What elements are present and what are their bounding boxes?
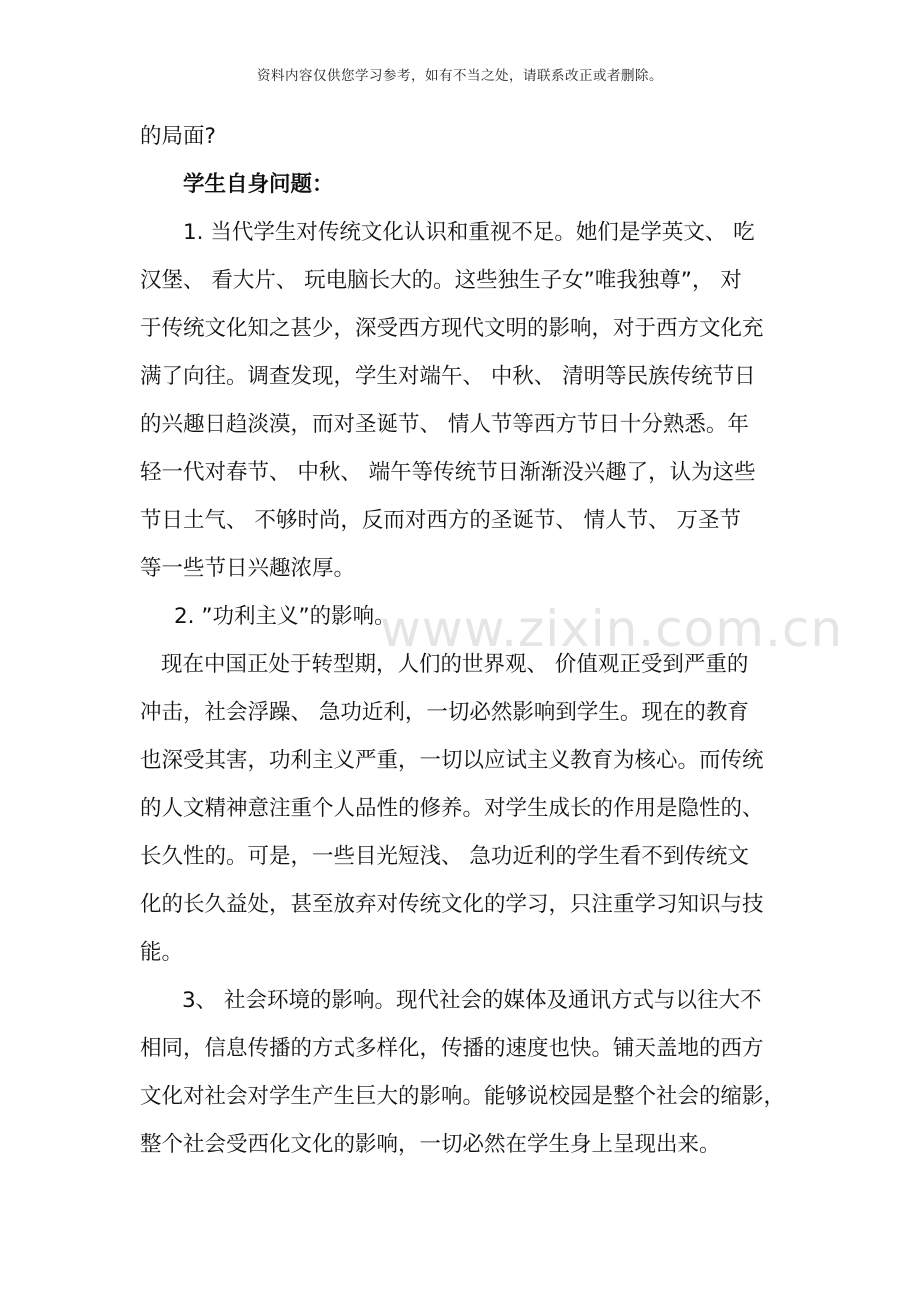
text-line: 等一些节日兴趣浓厚。: [140, 556, 356, 581]
text-line: 轻一代对春节、 中秋、 端午等传统节日渐渐没兴趣了，认为这些: [140, 460, 756, 485]
text-line: 文化对社会对学生产生巨大的影响。能够说校园是整个社会的缩影，: [140, 1084, 786, 1109]
text-line: 的局面?: [140, 124, 216, 149]
text-line: 能。: [140, 940, 184, 965]
text-line: 的人文精神意注重个人品性的修养。对学生成长的作用是隐性的、: [140, 796, 764, 821]
text-line: 节日土气、 不够时尚，反而对西方的圣诞节、 情人节、 万圣节: [140, 508, 742, 533]
text-line: 汉堡、 看大片、 玩电脑长大的。这些独生子女”唯我独尊”， 对: [140, 268, 742, 293]
text-line: 2. ”功利主义”的影响。: [174, 604, 396, 629]
document-body: [140, 113, 790, 1169]
text-line: 也深受其害，功利主义严重，一切以应试主义教育为核心。而传统: [140, 748, 764, 773]
text-line: 冲击，社会浮躁、 急功近利，一切必然影响到学生。现在的教育: [140, 700, 749, 725]
header-disclaimer: 资料内容仅供您学习参考，如有不当之处，请联系改正或者删除。: [257, 68, 663, 84]
text-line: 1. 当代学生对传统文化认识和重视不足。她们是学英文、 吃: [183, 220, 755, 245]
text-line: 3、 社会环境的影响。现代社会的媒体及通讯方式与以往大不: [182, 988, 762, 1013]
text-line: 化的长久益处，甚至放弃对传统文化的学习，只注重学习知识与技: [140, 892, 764, 917]
text-line: 于传统文化知之甚少，深受西方现代文明的影响，对于西方文化充: [140, 316, 764, 341]
text-line: 长久性的。可是，一些目光短浅、 急功近利的学生看不到传统文: [140, 844, 749, 869]
text-line: 相同，信息传播的方式多样化，传播的速度也快。铺天盖地的西方: [140, 1036, 764, 1061]
text-line: 现在中国正处于转型期，人们的世界观、 价值观正受到严重的: [161, 652, 749, 677]
section-heading: 学生自身问题：: [183, 172, 334, 197]
text-line: 满了向往。调查发现，学生对端午、 中秋、 清明等民族传统节日: [140, 364, 756, 389]
watermark: www.zixin.com.cn: [380, 600, 844, 658]
text-line: 整个社会受西化文化的影响，一切必然在学生身上呈现出来。: [140, 1132, 721, 1157]
text-line: 的兴趣日趋淡漠，而对圣诞节、 情人节等西方节日十分熟悉。年: [140, 412, 749, 437]
